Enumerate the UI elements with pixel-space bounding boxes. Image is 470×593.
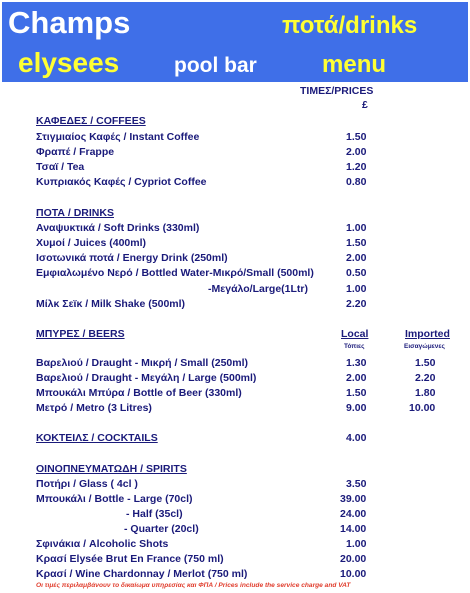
menu-item-price: 2.00	[346, 252, 367, 264]
menu-item-price: 0.50	[346, 267, 367, 279]
beer-imported-column-header: Imported	[405, 328, 450, 340]
menu-item-name: Μπουκάλι / Bottle - Large (70cl)	[36, 493, 193, 505]
beer-local-column-header: Local	[341, 328, 369, 340]
menu-item-price: 0.80	[346, 176, 367, 188]
menu-item-price: 2.20	[346, 298, 367, 310]
menu-item-name: Κρασί Elysée Brut En France (750 ml)	[36, 553, 224, 565]
menu-item-price: 24.00	[340, 508, 367, 520]
menu-item-price: 3.50	[346, 478, 367, 490]
menu-item-name: - Quarter (20cl)	[124, 523, 199, 535]
menu-item-name: - Half (35cl)	[126, 508, 183, 520]
menu-item-name: Στιγμιαίος Καφές / Instant Coffee	[36, 131, 200, 143]
menu-item-name: Ποτήρι / Glass ( 4cl )	[36, 478, 138, 490]
currency-symbol: £	[362, 99, 368, 111]
drinks-title: ποτά/drinks	[282, 12, 418, 39]
menu-item-name: Βαρελιού / Draught - Μικρή / Small (250ml)	[36, 357, 249, 369]
prices-column-header: TIMEΣ/PRICES	[300, 85, 374, 97]
service-charge-footnote: Οι τιμές περιλαμβάνουν το δικαίωμα υπηρεσίας και ΦΠΑ / Prices include the service charge and VAT	[36, 582, 351, 589]
venue-subtitle: pool bar	[174, 54, 257, 77]
menu-item-price: 14.00	[340, 523, 367, 535]
brand-name-line1: Champs	[8, 5, 131, 40]
menu-header-banner	[2, 2, 468, 82]
section-heading-drinks: ΠΟΤΑ / DRINKS	[36, 207, 114, 219]
menu-item-name: Αναψυκτικά / Soft Drinks (330ml)	[36, 222, 200, 234]
menu-item-name: Τσαϊ / Tea	[36, 161, 85, 173]
beer-local-price: 1.50	[346, 387, 367, 399]
beer-local-price: 1.30	[346, 357, 367, 369]
menu-item-name: Μπουκάλι Μπύρα / Bottle of Beer (330ml)	[36, 387, 242, 399]
beer-imported-price: 2.20	[415, 372, 436, 384]
beer-imported-price: 1.50	[415, 357, 436, 369]
cocktails-price: 4.00	[346, 432, 367, 444]
beer-local-price: 9.00	[346, 402, 367, 414]
menu-item-name: Κρασί / Wine Chardonnay / Merlot (750 ml)	[36, 568, 248, 580]
section-heading-beers: ΜΠΥΡΕΣ / BEERS	[36, 328, 125, 340]
menu-item-price: 1.50	[346, 131, 367, 143]
menu-item-name: Εμφιαλωμένο Νερό / Bottled Water-Μικρό/Small (500ml)	[36, 267, 314, 279]
beer-local-column-subheader: Τόπιες	[344, 343, 365, 350]
menu-item-price: 1.00	[346, 538, 367, 550]
menu-item-name: Κυπριακός Καφές / Cypriot Coffee	[36, 176, 207, 188]
menu-item-name: Σφινάκια / Alcoholic Shots	[36, 538, 169, 550]
menu-item-name: Μετρό / Metro (3 Litres)	[36, 402, 152, 414]
beer-imported-price: 10.00	[409, 402, 436, 414]
brand-name-line2: elysees	[18, 47, 120, 78]
menu-item-name: Ισοτωνικά ποτά / Energy Drink (250ml)	[36, 252, 228, 264]
menu-item-name: -Μεγάλο/Large(1Ltr)	[208, 283, 308, 295]
section-heading-cocktails: ΚΟΚΤΕΙΛΣ / COCKTAILS	[36, 432, 158, 444]
menu-item-price: 1.50	[346, 237, 367, 249]
menu-item-name: Φραπέ / Frappe	[36, 146, 115, 158]
menu-item-name: Χυμοί / Juices (400ml)	[36, 237, 146, 249]
menu-item-price: 10.00	[340, 568, 367, 580]
menu-item-price: 39.00	[340, 493, 367, 505]
menu-item-name: Μίλκ Σεϊκ / Milk Shake (500ml)	[36, 298, 186, 310]
beer-imported-column-subheader: Εισαγώμενες	[404, 343, 445, 350]
menu-item-name: Βαρελιού / Draught - Μεγάλη / Large (500ml)	[36, 372, 257, 384]
beer-imported-price: 1.80	[415, 387, 436, 399]
menu-item-price: 1.20	[346, 161, 367, 173]
menu-item-price: 20.00	[340, 553, 367, 565]
menu-item-price: 1.00	[346, 222, 367, 234]
section-heading-spirits: ΟΙΝΟΠΝΕΥΜΑΤΩΔΗ / SPIRITS	[36, 463, 187, 475]
beer-local-price: 2.00	[346, 372, 367, 384]
menu-title: menu	[322, 51, 387, 78]
menu-item-price: 2.00	[346, 146, 367, 158]
menu-item-price: 1.00	[346, 283, 367, 295]
section-heading-coffees: ΚΑΦΕΔΕΣ / COFFEES	[36, 115, 146, 127]
